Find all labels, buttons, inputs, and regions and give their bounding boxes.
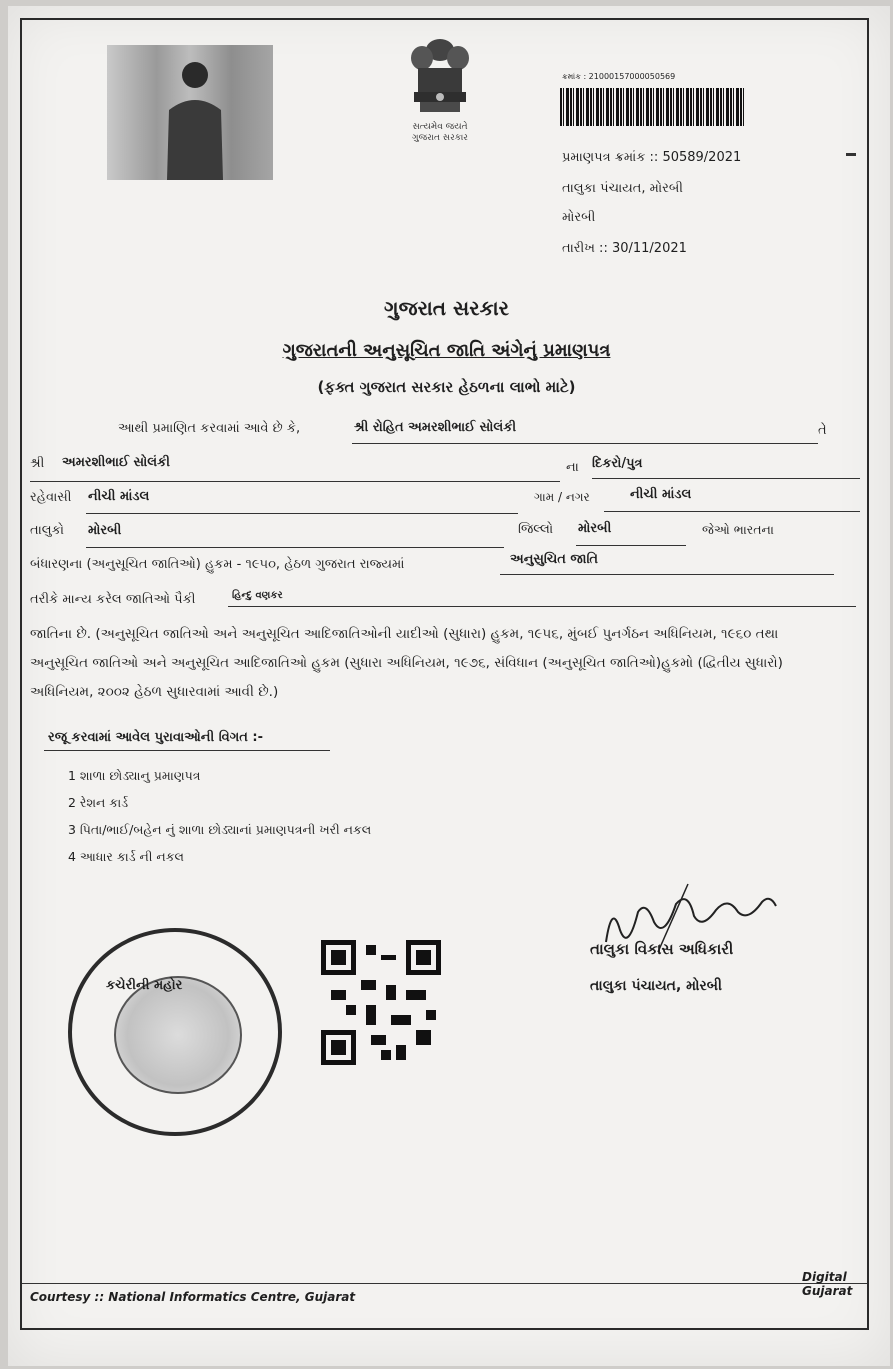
village-line bbox=[604, 511, 860, 512]
emblem-motto: સત્યમેવ જયતે bbox=[412, 122, 468, 132]
seal-emblem bbox=[114, 976, 242, 1094]
state-emblem bbox=[395, 36, 485, 156]
resident-value: નીચી માંડલ bbox=[88, 489, 150, 504]
certificate-note: (ફક્ત ગુજરાત સરકાર હેઠળના લાભો માટે) bbox=[317, 378, 576, 396]
na-label: ના bbox=[566, 460, 579, 475]
india-text: જેઓ ભારતના bbox=[702, 522, 774, 537]
constitution-text: બંધારણના (અનુસૂચિત જાતિઓ) હુકમ - ૧૯૫૦, હેઠળ ગુજરાત રાજ્યમાં bbox=[30, 557, 405, 572]
applicant-name: શ્રી રોહિત અમરશીભાઈ સોલંકી bbox=[354, 420, 517, 435]
dash-mark bbox=[846, 153, 856, 156]
recognized-text: તરીકે માન્ય કરેલ જાતિઓ પૈકી bbox=[30, 592, 196, 607]
footer-rule bbox=[22, 1283, 867, 1284]
seal-text: કચેરીની મહોર bbox=[106, 978, 183, 993]
category-line bbox=[500, 574, 834, 575]
footer-brand: Digital Gujarat bbox=[802, 1270, 853, 1298]
signatory-title: તાલુકા વિકાસ અધિકારી bbox=[590, 940, 734, 958]
district-value: મોરબી bbox=[578, 521, 612, 536]
district-line bbox=[576, 545, 686, 546]
name-line bbox=[352, 443, 818, 444]
footer-courtesy: Courtesy :: National Informatics Centre, Gujarat bbox=[30, 1290, 356, 1304]
paragraph-line-3: અધિનિયમ, ૨૦૦૨ હેઠળ સુધારવામાં આવી છે.) bbox=[30, 684, 279, 700]
state-title: ગુજરાત સરકાર bbox=[384, 296, 509, 320]
emblem-govt: ગુજરાત સરકાર bbox=[412, 133, 468, 143]
document-item: 3 પિતા/ભાઈ/બહેન નું શાળા છોડ્યાનાં પ્રમાણપત્રની ખરી નકલ bbox=[68, 822, 372, 837]
intro-text: આથી પ્રમાણિત કરવામાં આવે છે કે, bbox=[118, 421, 301, 436]
certificate-title: ગુજરાતની અનુસૂચિત જાતિ અંગેનું પ્રમાણપત્ર bbox=[282, 340, 611, 361]
issuing-city: મોરબી bbox=[562, 210, 596, 225]
village-label: ગામ / નગર bbox=[534, 490, 590, 504]
paragraph-line-2: અનુસૂચિત જાતિઓ અને અનુસૂચિત આદિજાતિઓ હુકમ (સુધારા અધિનિયમ, ૧૯૭૬, સંવિધાન (અનુસૂચિત જાતિઓ)હુકમો (દ્વિતીય સુધારો) bbox=[30, 655, 783, 671]
evidence-underline bbox=[44, 750, 330, 751]
issuing-office: તાલુકા પંચાયત, મોરબી bbox=[562, 181, 683, 196]
serial-number: ક્રમાંક : 21000157000050569 bbox=[562, 72, 676, 81]
caste-value: હિન્દુ વણકર bbox=[232, 590, 283, 601]
issue-date: તારીખ :: 30/11/2021 bbox=[562, 241, 687, 256]
ashoka-emblem-icon bbox=[400, 36, 480, 118]
taluka-line bbox=[86, 547, 504, 548]
certificate-number: પ્રમાણપત્ર ક્રમાંક :: 50589/2021 bbox=[562, 150, 742, 165]
office-seal bbox=[68, 928, 282, 1136]
barcode bbox=[560, 88, 746, 126]
taluka-value: મોરબી bbox=[88, 523, 122, 538]
taluka-label: તાલુકો bbox=[30, 523, 65, 538]
document-item: 4 આધાર કાર્ડ ની નકલ bbox=[68, 849, 184, 864]
te-text: તે bbox=[818, 423, 827, 438]
resident-label: રહેવાસી bbox=[30, 490, 72, 505]
applicant-photo bbox=[107, 45, 273, 180]
qr-code bbox=[321, 940, 441, 1065]
signatory-office: તાલુકા પંચાયત, મોરબી bbox=[590, 978, 723, 994]
documents-list bbox=[68, 762, 371, 870]
district-label: જિલ્લો bbox=[518, 522, 554, 537]
resident-line bbox=[86, 513, 518, 514]
category-value: અનુસુચિત જાતિ bbox=[510, 552, 599, 567]
village-value: નીચી માંડલ bbox=[630, 487, 692, 502]
caste-line bbox=[228, 606, 856, 607]
document-item: 1 શાળા છોડ્યાનુ પ્રમાણપત્ર bbox=[68, 768, 201, 783]
relation: દિકરો/પુત્ર bbox=[592, 456, 643, 471]
relation-line bbox=[592, 478, 860, 479]
shri-label: શ્રી bbox=[30, 456, 45, 471]
evidence-heading: રજૂ કરવામાં આવેલ પુરાવાઓની વિગત :- bbox=[48, 730, 263, 745]
qr-pattern-icon bbox=[321, 940, 441, 1065]
document-item: 2 રેશન કાર્ડ bbox=[68, 795, 129, 810]
legal-paragraph bbox=[30, 620, 850, 707]
person-silhouette-icon bbox=[107, 45, 273, 180]
father-line bbox=[30, 481, 560, 482]
paragraph-line-1: જાતિના છે. (અનુસૂચિત જાતિઓ અને અનુસૂચિત આદિજાતિઓની યાદીઓ (સુધારા) હુકમ, ૧૯૫૬, મુંબઈ પુનર્ગઠન અધિનિયમ, ૧૯૬૦ તથા bbox=[30, 626, 779, 642]
father-name: અમરશીભાઈ સોલંકી bbox=[62, 455, 171, 470]
